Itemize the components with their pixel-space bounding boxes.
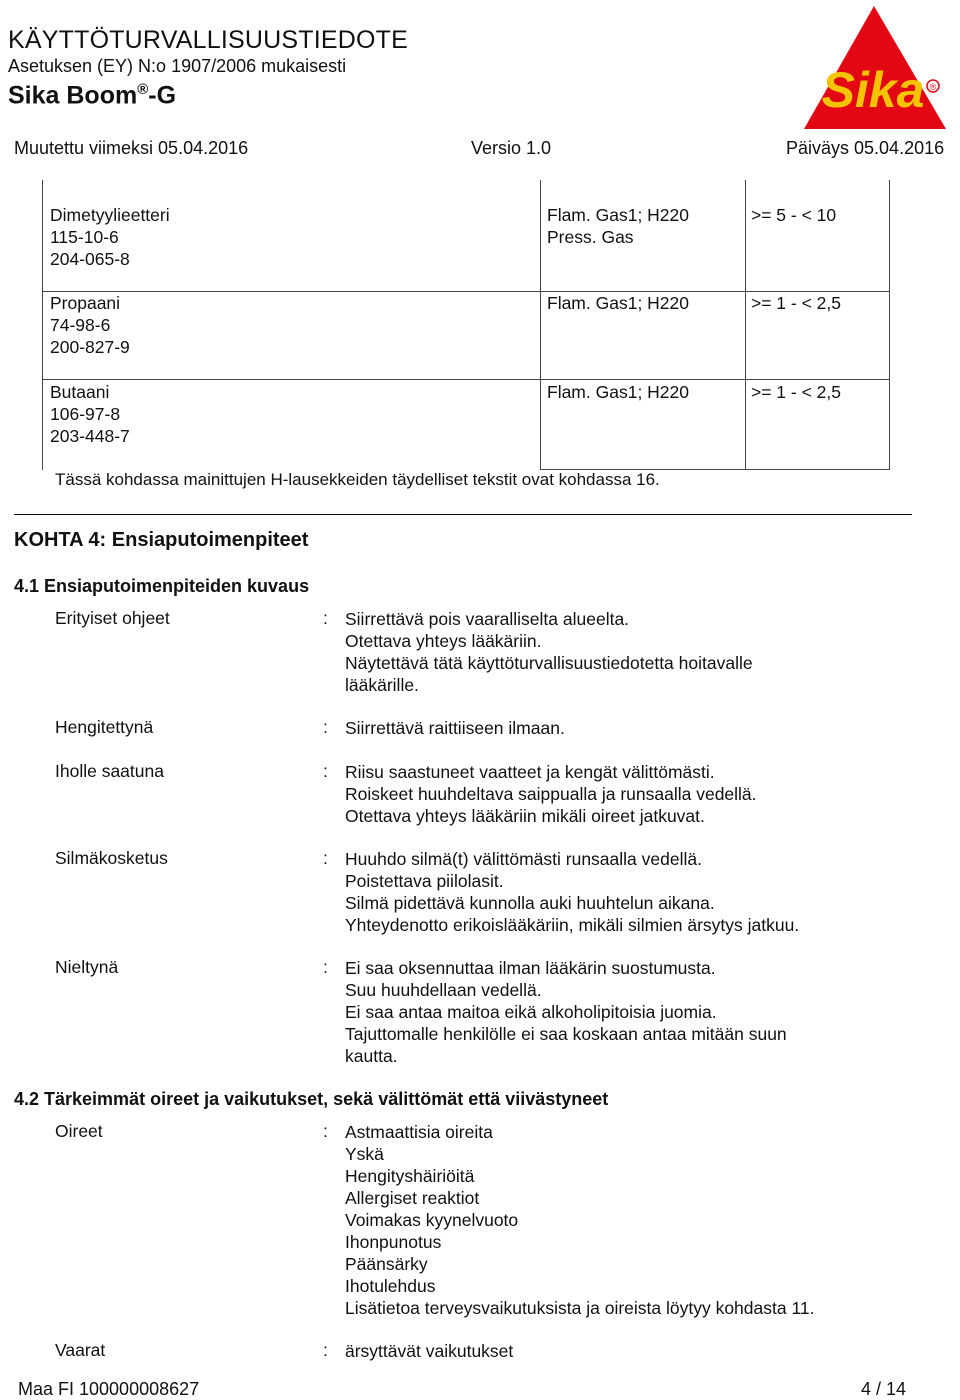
text-line: Päänsärky bbox=[345, 1254, 428, 1274]
item-text bbox=[345, 1121, 815, 1319]
text-line: Näytettävä tätä käyttöturvallisuustiedotetta hoitavalle bbox=[345, 653, 753, 673]
regulation-subtitle: Asetuksen (EY) N:o 1907/2006 mukaisesti bbox=[8, 56, 347, 76]
substance-name: Butaani bbox=[50, 382, 110, 402]
product-name bbox=[8, 81, 176, 110]
ec-number: 204-065-8 bbox=[50, 249, 130, 269]
version-label: Versio 1.0 bbox=[471, 138, 552, 158]
classification: Flam. Gas1; H220 Press. Gas bbox=[547, 205, 689, 247]
label-colon: : bbox=[323, 608, 328, 628]
concentration: >= 1 - < 2,5 bbox=[751, 293, 841, 313]
classification: Flam. Gas1; H220 bbox=[547, 293, 689, 313]
text-line: Yhteydenotto erikoislääkäriin, mikäli silmien ärsytys jatkuu. bbox=[345, 915, 800, 935]
registered-mark: ® bbox=[137, 81, 149, 98]
text-line: Otettava yhteys lääkäriin mikäli oireet jatkuvat. bbox=[345, 806, 705, 826]
subsection-title-4-1: 4.1 Ensiaputoimenpiteiden kuvaus bbox=[14, 576, 310, 596]
row-divider-2 bbox=[42, 379, 890, 380]
text-line: ärsyttävät vaikutukset bbox=[345, 1341, 514, 1361]
item-text bbox=[345, 608, 753, 696]
logo-registered-mark: ® bbox=[929, 82, 937, 92]
text-line: Lisätietoa terveysvaikutuksista ja oireista löytyy kohdasta 11. bbox=[345, 1298, 815, 1318]
item-label: Nieltynä bbox=[55, 957, 119, 977]
text-line: Otettava yhteys lääkäriin. bbox=[345, 631, 542, 651]
label-colon: : bbox=[323, 1121, 328, 1141]
h-statement-note: Tässä kohdassa mainittujen H-lausekkeiden täydelliset tekstit ovat kohdassa 16. bbox=[55, 470, 660, 489]
section-title: KOHTA 4: Ensiaputoimenpiteet bbox=[14, 529, 309, 551]
text-line: Astmaattisia oireita bbox=[345, 1122, 493, 1142]
text-line: Silmä pidettävä kunnolla auki huuhtelun aikana. bbox=[345, 893, 715, 913]
item-text bbox=[345, 848, 799, 936]
ec-number: 203-448-7 bbox=[50, 426, 130, 446]
table-border-left bbox=[42, 180, 43, 470]
text-line: kautta. bbox=[345, 1046, 398, 1066]
item-label: Silmäkosketus bbox=[55, 848, 168, 868]
issue-date: Päiväys 05.04.2016 bbox=[786, 138, 945, 158]
table-border-right bbox=[889, 180, 890, 470]
item-label: Oireet bbox=[55, 1121, 103, 1141]
subsection-title-4-2: 4.2 Tärkeimmät oireet ja vaikutukset, sekä välittömät että viivästyneet bbox=[14, 1089, 609, 1109]
label-colon: : bbox=[323, 761, 328, 781]
concentration: >= 1 - < 2,5 bbox=[751, 382, 841, 402]
cas-number: 115-10-6 bbox=[50, 227, 119, 247]
text-line: Siirrettävä pois vaaralliselta alueelta. bbox=[345, 609, 630, 629]
text-line: Ihotulehdus bbox=[345, 1276, 436, 1296]
document-title: KÄYTTÖTURVALLISUUSTIEDOTE bbox=[8, 26, 408, 54]
composition-table bbox=[42, 180, 890, 470]
text-line: Huuhdo silmä(t) välittömästi runsaalla vedellä. bbox=[345, 849, 702, 869]
item-label: Vaarat bbox=[55, 1340, 106, 1360]
label-colon: : bbox=[323, 848, 328, 868]
table-divider-1 bbox=[540, 180, 541, 470]
cas-number: 74-98-6 bbox=[50, 315, 111, 335]
item-text bbox=[345, 957, 787, 1067]
text-line: lääkärille. bbox=[345, 675, 419, 695]
text-line: Allergiset reaktiot bbox=[345, 1188, 480, 1208]
text-line: Hengityshäiriöitä bbox=[345, 1166, 475, 1186]
text-line: Tajuttomalle henkilölle ei saa koskaan antaa mitään suun bbox=[345, 1024, 787, 1044]
sika-logo-icon bbox=[800, 2, 950, 132]
text-line: Ihonpunotus bbox=[345, 1232, 442, 1252]
modified-date: Muutettu viimeksi 05.04.2016 bbox=[14, 138, 249, 158]
text-line: Roiskeet huuhdeltava saippualla ja runsaalla vedellä. bbox=[345, 784, 757, 804]
item-text bbox=[345, 1340, 513, 1362]
text-line: Voimakas kyynelvuoto bbox=[345, 1210, 519, 1230]
item-label: Erityiset ohjeet bbox=[55, 608, 170, 628]
text-line: Ei saa antaa maitoa eikä alkoholipitoisia juomia. bbox=[345, 1002, 717, 1022]
cas-number: 106-97-8 bbox=[50, 404, 121, 424]
item-text bbox=[345, 761, 757, 827]
substance-name: Dimetyylieetteri bbox=[50, 205, 170, 225]
concentration: >= 5 - < 10 bbox=[751, 205, 837, 225]
product-name-text: Sika Boom bbox=[8, 81, 138, 110]
item-label: Iholle saatuna bbox=[55, 761, 164, 781]
text-line: Siirrettävä raittiiseen ilmaan. bbox=[345, 718, 565, 738]
item-label: Hengitettynä bbox=[55, 717, 154, 737]
page-number: 4 / 14 bbox=[860, 1379, 906, 1399]
ec-number: 200-827-9 bbox=[50, 337, 130, 357]
logo-text: Sika bbox=[821, 62, 925, 118]
table-divider-2 bbox=[745, 180, 746, 470]
text-line: Yskä bbox=[345, 1144, 384, 1164]
footer-country-code: Maa FI 100000008627 bbox=[18, 1379, 200, 1399]
text-line: Ei saa oksennuttaa ilman lääkärin suostumusta. bbox=[345, 958, 716, 978]
text-line: Poistettava piilolasit. bbox=[345, 871, 504, 891]
label-colon: : bbox=[323, 717, 328, 737]
section-divider bbox=[14, 514, 912, 515]
classification: Flam. Gas1; H220 bbox=[547, 382, 689, 402]
product-name-suffix: -G bbox=[148, 81, 177, 110]
label-colon: : bbox=[323, 1340, 328, 1360]
text-line: Suu huuhdellaan vedellä. bbox=[345, 980, 542, 1000]
item-text bbox=[345, 717, 565, 739]
text-line: Riisu saastuneet vaatteet ja kengät välittömästi. bbox=[345, 762, 715, 782]
label-colon: : bbox=[323, 957, 328, 977]
substance-name: Propaani bbox=[50, 293, 121, 313]
